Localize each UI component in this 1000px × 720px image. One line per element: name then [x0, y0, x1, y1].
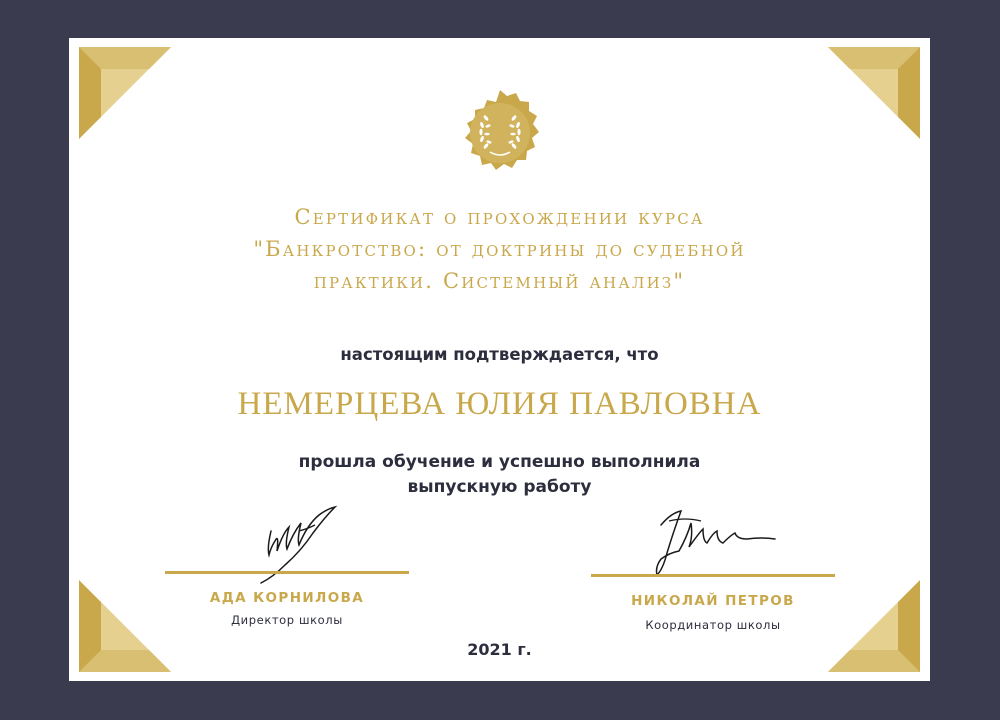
signature-left [249, 503, 349, 587]
signature-line-right [591, 574, 835, 577]
confirm-text: настоящим подтверждается, что [340, 345, 659, 364]
corner-ornament-top-right [828, 47, 920, 139]
signatory-name-right: НИКОЛАЙ ПЕТРОВ [631, 593, 795, 609]
laurel-wreath-seal-icon [455, 88, 545, 178]
certificate-year: 2021 г. [467, 640, 532, 659]
recipient-name: НЕМЕРЦЕВА ЮЛИЯ ПАВЛОВНА [237, 386, 762, 422]
signatory-name-left: АДА КОРНИЛОВА [209, 590, 365, 606]
course-title: Сертификат о прохождении курса "Банкротство: от доктрины до судебной практики. Системный анализ" [253, 205, 746, 293]
completion-text: прошла обучение и успешно выполнила выпускную работу [298, 452, 701, 497]
signatory-role-left: Директор школы [231, 613, 343, 627]
signature-line-left [165, 571, 409, 574]
corner-ornament-top-left [79, 47, 171, 139]
signature-right [651, 503, 781, 583]
certificate [69, 38, 930, 681]
signatory-role-right: Координатор школы [645, 618, 781, 632]
